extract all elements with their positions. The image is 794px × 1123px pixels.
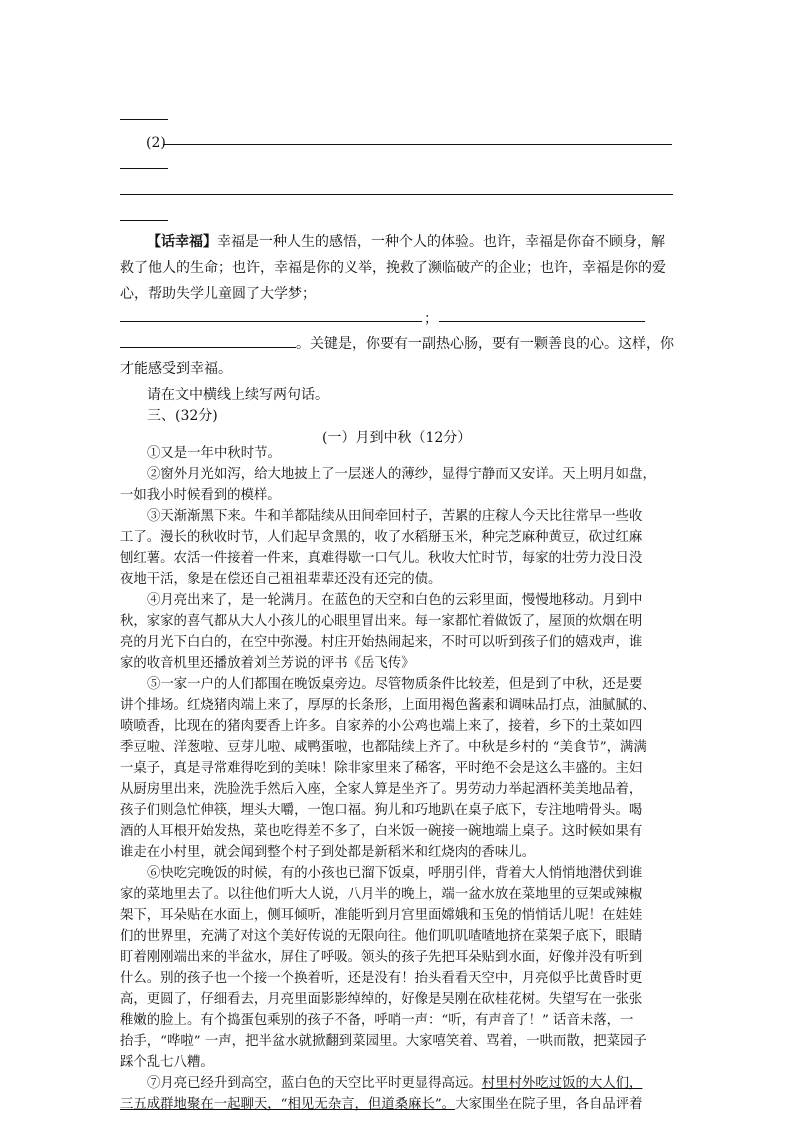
para-2 <box>120 464 656 506</box>
para-5-line-7: 孩子们则急忙伸筷，埋头大嚼，一饱口福。狗儿和巧地趴在桌子底下，专注地啃骨头。喝 <box>120 803 643 818</box>
happiness-line-6: 才能感受到幸福。 <box>120 361 232 377</box>
para-3-line-3: 刨红薯。农活一件接着一件来，真难得歇一口气儿。秋收大忙时节，每家的壮劳力没日没 <box>120 551 643 566</box>
answer-blank-2-tail <box>120 168 168 169</box>
para-6-line-2: 家的菜地里去了。以往他们听大人说，八月半的晚上，端一盆水放在菜地里的豆架或辣椒 <box>120 887 643 902</box>
para-7-underlined-1: 村里村外吃过饭的大人们， <box>481 1076 643 1091</box>
para-5-line-9: 谁走在小村里，就会闻到整个村子到处都是新稻米和红烧肉的香味儿。 <box>120 845 536 860</box>
para-6-line-4: 们的世界里，充满了对这个美好传说的无限向往。他们叽叽喳喳地挤在菜架子底下，眼睛 <box>120 929 643 944</box>
passage-title: (一）月到中秋（12分） <box>322 430 472 446</box>
happiness-heading: 【话幸福】 <box>147 234 217 250</box>
answer-blank-3-tail <box>120 220 168 221</box>
para-3-line-4: 夜地干活，象是在偿还自己祖祖辈辈还没有还完的债。 <box>120 572 442 587</box>
para-6-line-6: 什么。别的孩子也一个接一个换着听，还是没有！抬头看看天空中，月亮似乎比黄昏时更 <box>120 971 643 986</box>
happiness-instruction: 请在文中横线上续写两句话。 <box>147 387 329 403</box>
answer-blank-1-tail <box>120 119 168 120</box>
para-5-line-2: 讲个排场。红烧猪肉端上来了，厚厚的长条形，上面用褐色酱素和调味品打点，油腻腻的、 <box>120 698 656 713</box>
para-4 <box>120 590 642 674</box>
section3-heading: 三、(32分) <box>147 408 218 424</box>
para-7-underlined-2: 三五成群地聚在一起聊天，“相见无杂言，但道桑麻长”。 <box>120 1097 456 1112</box>
para-5-line-1: ⑤一家一户的人们都围在晚饭桌旁边。尽管物质条件比较差，但是到了中秋，还是要 <box>147 677 643 692</box>
para-7 <box>120 1073 643 1115</box>
happiness-text-1: 幸福是一种人生的感悟，一种个人的体验。也许，幸福是你奋不顾身，解 <box>217 234 665 250</box>
para-6 <box>120 863 647 1073</box>
para-6-line-3: 架下，耳朵贴在水面上，侧耳倾听，准能听到月宫里面嫦娥和玉兔的悄悄话儿呢！在娃娃 <box>120 908 643 923</box>
para-2-line-2: 一如我小时候看到的模样。 <box>120 488 281 503</box>
para-5-line-3: 喷喷香，比现在的猪肉要香上许多。自家养的小公鸡也端上来了，接着，乡下的土菜如四 <box>120 719 643 734</box>
fill-blank-1[interactable] <box>120 321 422 322</box>
para-6-line-8: 稚嫩的脸上。有个捣蛋包乘别的孩子不备，呼哨一声：“听，有声音了！” 话音未落，一 <box>120 1013 634 1028</box>
para-4-line-3: 亮的月光下白白的，在空中弥漫。村庄开始热闹起来，不时可以听到孩子们的嬉戏声，谁 <box>120 635 643 650</box>
para-6-line-1: ⑥快吃完晚饭的时候，有的小孩也已溜下饭桌，呼朋引伴，背着大人悄悄地潜伏到谁 <box>147 866 643 881</box>
para-6-line-7: 高，更圆了，仔细看去，月亮里面影影绰绰的，好像是吴刚在砍桂花树。失望写在一张张 <box>120 992 643 1007</box>
para-1-line-1: ①又是一年中秋时节。 <box>147 446 281 461</box>
para-5-line-6: 从厨房里出来，洗脸洗手然后入座，全家人算是坐齐了。男劳动力举起酒杯美美地品着， <box>120 782 643 797</box>
para-5-line-4: 季豆啦、洋葱啦、豆芽儿啦、咸鸭蛋啦，也都陆续上齐了。中秋是乡村的 “美食节”，满满 <box>120 740 647 755</box>
para-5-line-8: 酒的人耳根开始发热，菜也吃得差不多了，白米饭一碗接一碗地端上桌子。这时候如果有 <box>120 824 643 839</box>
para-2-line-1: ②窗外月光如泻，给大地披上了一层迷人的薄纱，显得宁静而又安详。天上明月如盘， <box>147 467 656 482</box>
para-7-text-1a: ⑦月亮已经升到高空，蓝白色的天空比平时更显得高远。 <box>147 1076 482 1091</box>
para-7-line-2 <box>120 1094 643 1115</box>
para-3-line-1: ③天渐渐黑下来。牛和羊都陆续从田间牵回村子，苦累的庄稼人今天比往常早一些收 <box>147 509 643 524</box>
para-1 <box>147 443 281 464</box>
happiness-line-1 <box>147 229 665 255</box>
fill-blank-2[interactable] <box>439 321 645 322</box>
item-number: (2) <box>146 135 166 151</box>
para-3 <box>120 506 642 590</box>
para-3-line-2: 工了。漫长的秋收时节，人们起早贪黑的，收了水稻掰玉米，种完芝麻种黄豆，砍过红麻 <box>120 530 643 545</box>
para-6-line-9: 抬手，“哗啦” 一声，把半盆水就掀翻到菜园里。大家嘻笑着、骂着，一哄而散，把菜园子 <box>120 1034 647 1049</box>
para-7-line-1 <box>147 1073 643 1094</box>
para-7-text-2b: 大家围坐在院子里，各自品评着 <box>455 1097 643 1112</box>
para-4-line-4: 家的收音机里还播放着刘兰芳说的评书《岳飞传》 <box>120 656 415 671</box>
para-4-line-2: 秋，家家的喜气都从大人小孩儿的心眼里冒出来。每一家都忙着做饭了，屋顶的炊烟在明 <box>120 614 643 629</box>
answer-blank-2 <box>163 144 672 145</box>
answer-blank-3 <box>120 194 673 195</box>
happiness-line-3: 心，帮助失学儿童圆了大学梦； <box>120 286 316 302</box>
para-6-line-5: 盯着刚刚端出来的半盆水，屏住了呼吸。领头的孩子先把耳朵贴到水面，好像并没有听到 <box>120 950 643 965</box>
happiness-line-5: 。关键是，你要有一副热心肠，要有一颗善良的心。这样，你 <box>296 336 674 352</box>
fill-blank-3[interactable] <box>120 347 296 348</box>
para-5-line-5: 一桌子，真是寻常难得吃到的美味！除非家里来了稀客，平时绝不会是这么丰盛的。主妇 <box>120 761 643 776</box>
para-4-line-1: ④月亮出来了，是一轮满月。在蓝色的天空和白色的云彩里面，慢慢地移动。月到中 <box>147 593 643 608</box>
para-5 <box>120 674 656 863</box>
fill-separator: ； <box>424 311 438 327</box>
happiness-line-2: 救了他人的生命；也许，幸福是你的义举，挽救了濒临破产的企业；也许，幸福是你的爱 <box>120 260 666 276</box>
para-6-line-10: 踩个乱七八糟。 <box>120 1055 214 1070</box>
